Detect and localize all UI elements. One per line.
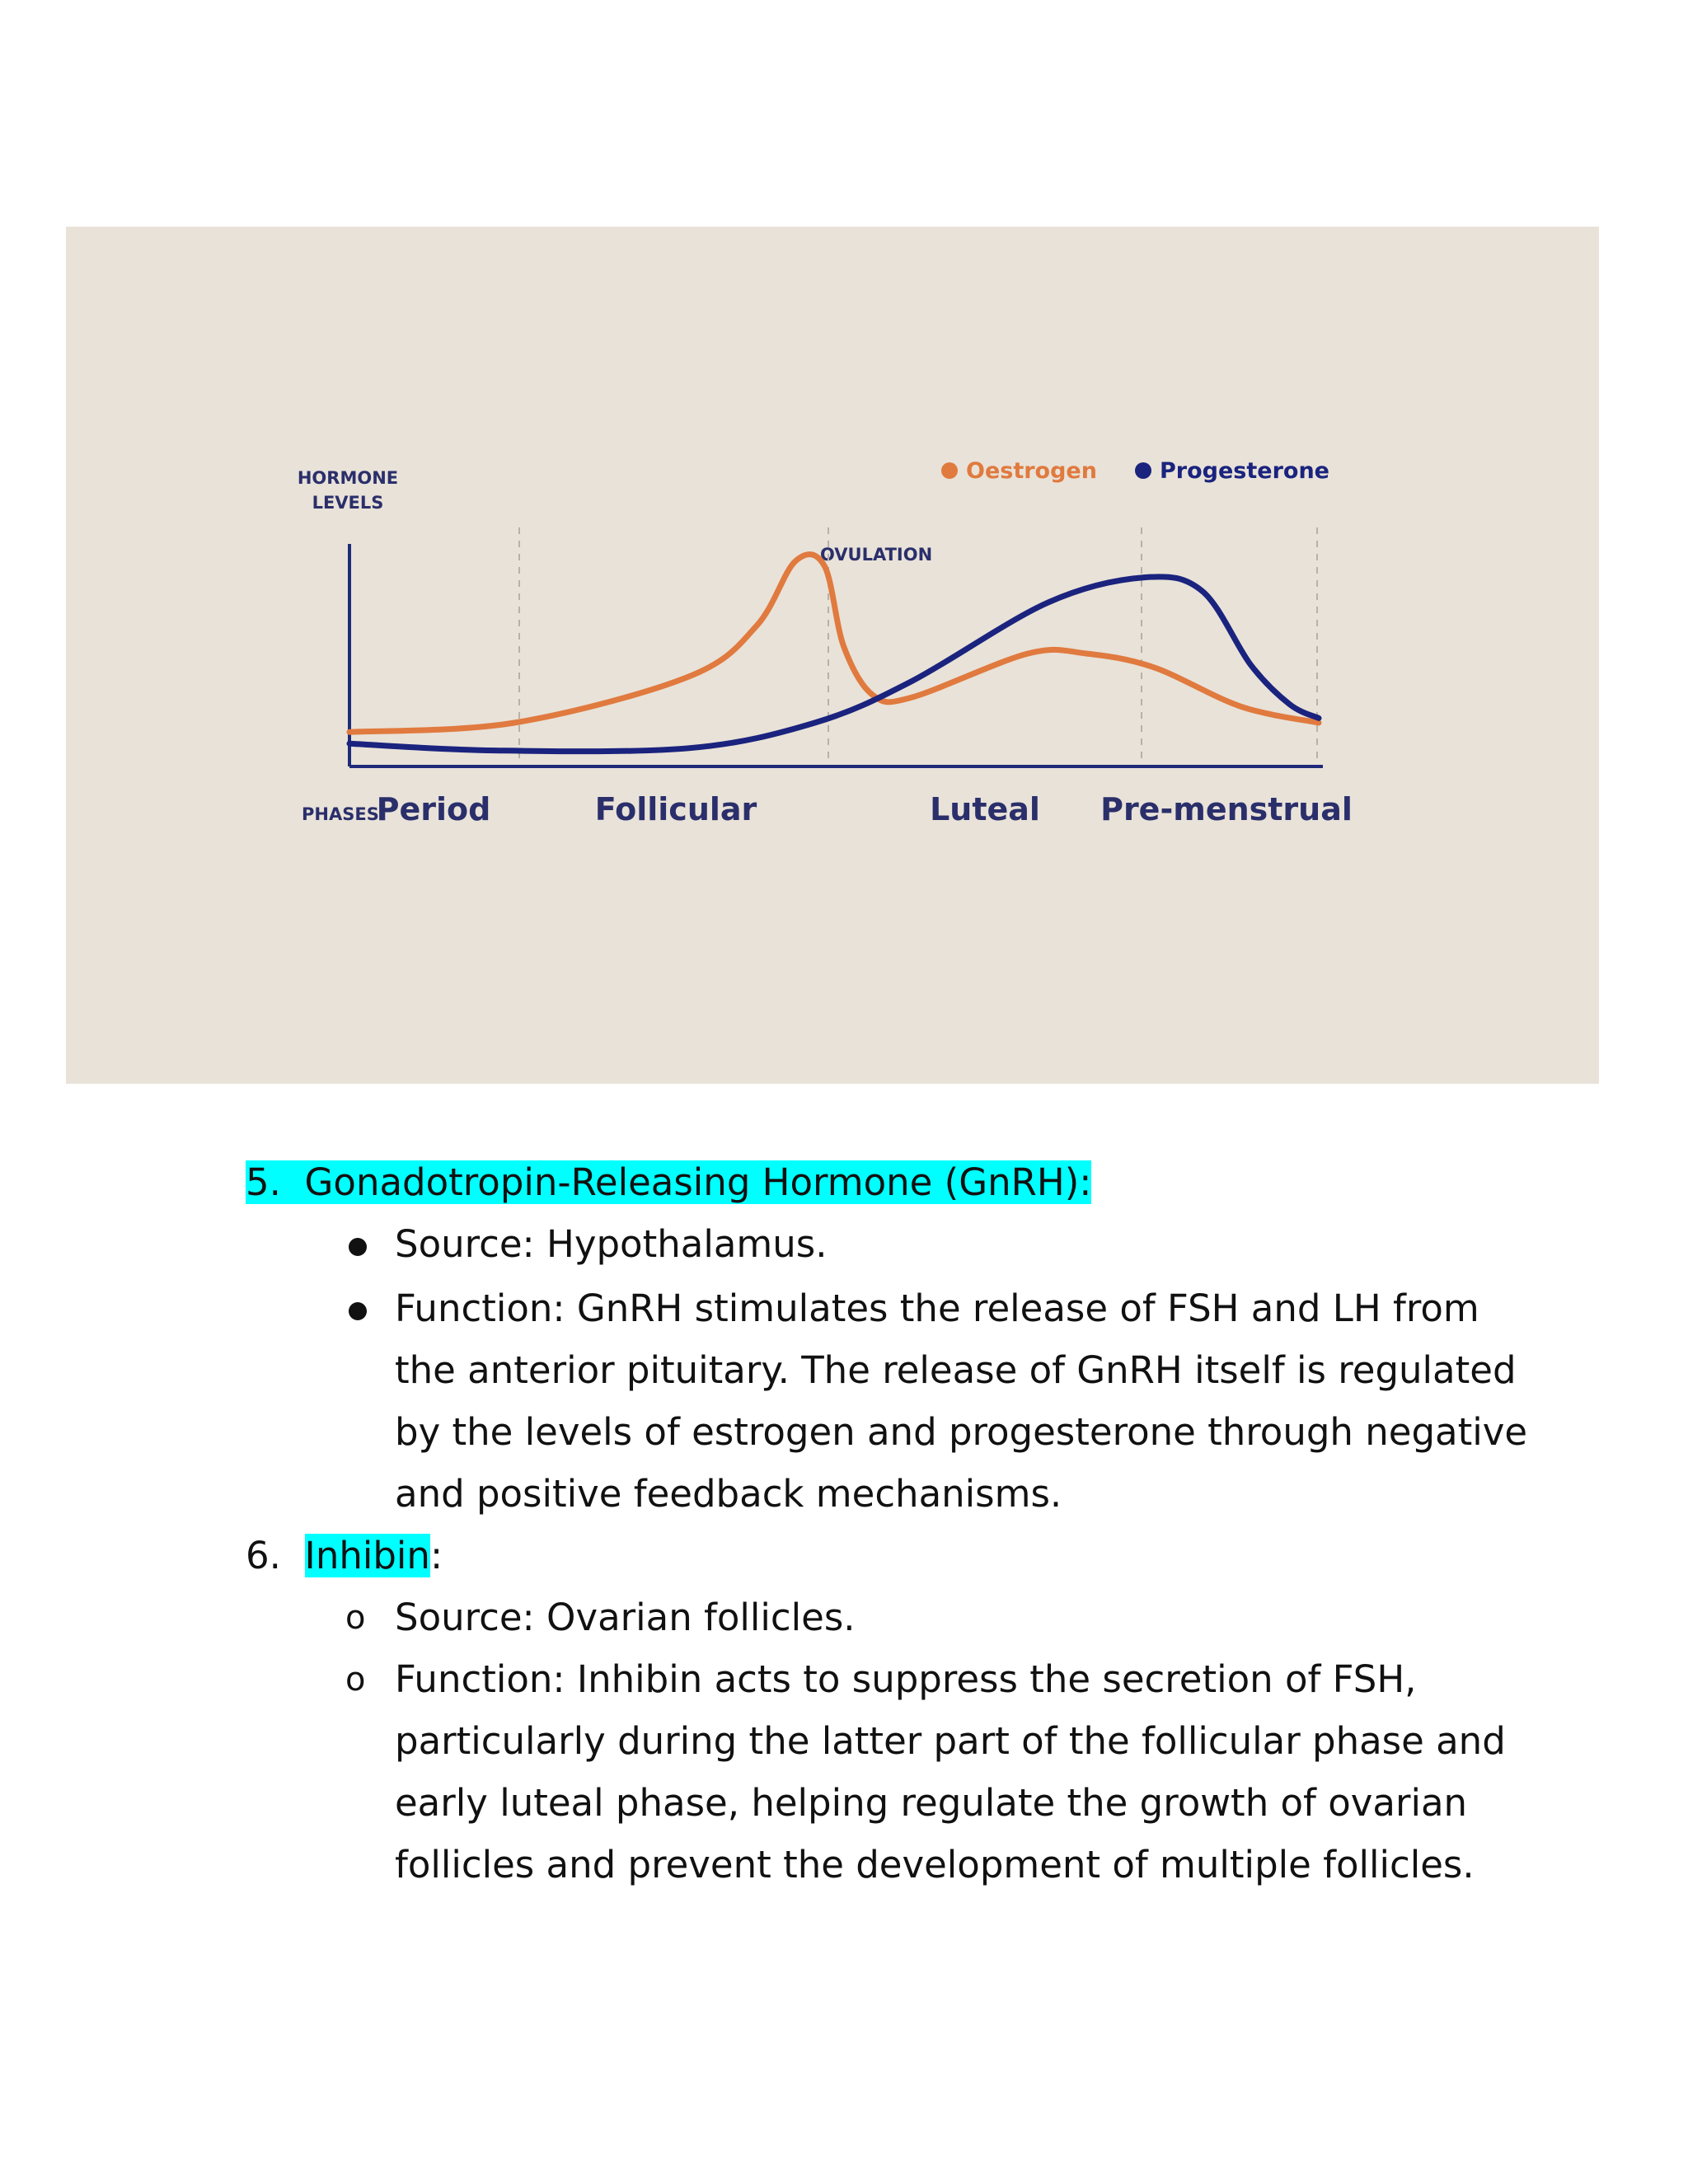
phase-label-period: Period bbox=[376, 791, 491, 827]
gnrh-function-line4: and positive feedback mechanisms. bbox=[395, 1472, 1062, 1516]
inhibin-function-line2: particularly during the latter part of the follicular phase and bbox=[395, 1719, 1506, 1763]
legend-dot-progesterone bbox=[1135, 462, 1151, 479]
inhibin-title: Inhibin bbox=[304, 1534, 430, 1577]
inhibin-function-line3: early luteal phase, helping regulate the growth of ovarian bbox=[395, 1781, 1468, 1825]
gnrh-title: Gonadotropin-Releasing Hormone (GnRH): bbox=[304, 1160, 1092, 1204]
x-axis-label: PHASES bbox=[302, 804, 379, 824]
gnrh-source: Source: Hypothalamus. bbox=[395, 1222, 828, 1266]
bullet-disc-icon bbox=[349, 1238, 367, 1256]
inhibin-source: Source: Ovarian follicles. bbox=[395, 1596, 856, 1639]
list-number: 5. bbox=[246, 1160, 281, 1204]
phase-label-follicular: Follicular bbox=[594, 791, 757, 827]
gnrh-heading-highlight bbox=[246, 1160, 1091, 1204]
gnrh-function-line1: Function: GnRH stimulates the release of FSH and LH from bbox=[395, 1286, 1479, 1330]
y-axis-label: HORMONE bbox=[297, 468, 399, 488]
bullet-circle-icon: o bbox=[345, 1661, 366, 1699]
gnrh-function-line3: by the levels of estrogen and progesterone through negative bbox=[395, 1410, 1528, 1454]
gnrh-function-line2: the anterior pituitary. The release of GnRH itself is regulated bbox=[395, 1348, 1517, 1392]
phase-labels bbox=[377, 791, 1353, 827]
inhibin-function-line1: Function: Inhibin acts to suppress the secretion of FSH, bbox=[395, 1657, 1417, 1701]
chart-series bbox=[349, 555, 1319, 752]
hormone-chart bbox=[66, 227, 1599, 1084]
y-axis-label-line2: LEVELS bbox=[312, 493, 384, 513]
chart-legend bbox=[941, 458, 1329, 484]
ovulation-annotation: OVULATION bbox=[820, 545, 933, 565]
bullet-disc-icon bbox=[349, 1302, 367, 1320]
hormone-chart-figure bbox=[66, 227, 1599, 1084]
legend-label-oestrogen: Oestrogen bbox=[966, 458, 1097, 484]
list-item-gnrh-heading bbox=[246, 1151, 1091, 1214]
phase-label-luteal: Luteal bbox=[930, 791, 1040, 827]
series-line-oestrogen bbox=[349, 555, 1319, 733]
legend-label-progesterone: Progesterone bbox=[1160, 458, 1329, 484]
list-item-inhibin-heading bbox=[246, 1525, 443, 1587]
phase-label-pre-menstrual: Pre-menstrual bbox=[1100, 791, 1353, 827]
inhibin-title-colon: : bbox=[429, 1534, 443, 1577]
list-number: 6. bbox=[246, 1534, 281, 1577]
legend-dot-oestrogen bbox=[941, 462, 958, 479]
bullet-circle-icon: o bbox=[345, 1599, 366, 1637]
inhibin-function-line4: follicles and prevent the development of multiple follicles. bbox=[395, 1843, 1475, 1886]
